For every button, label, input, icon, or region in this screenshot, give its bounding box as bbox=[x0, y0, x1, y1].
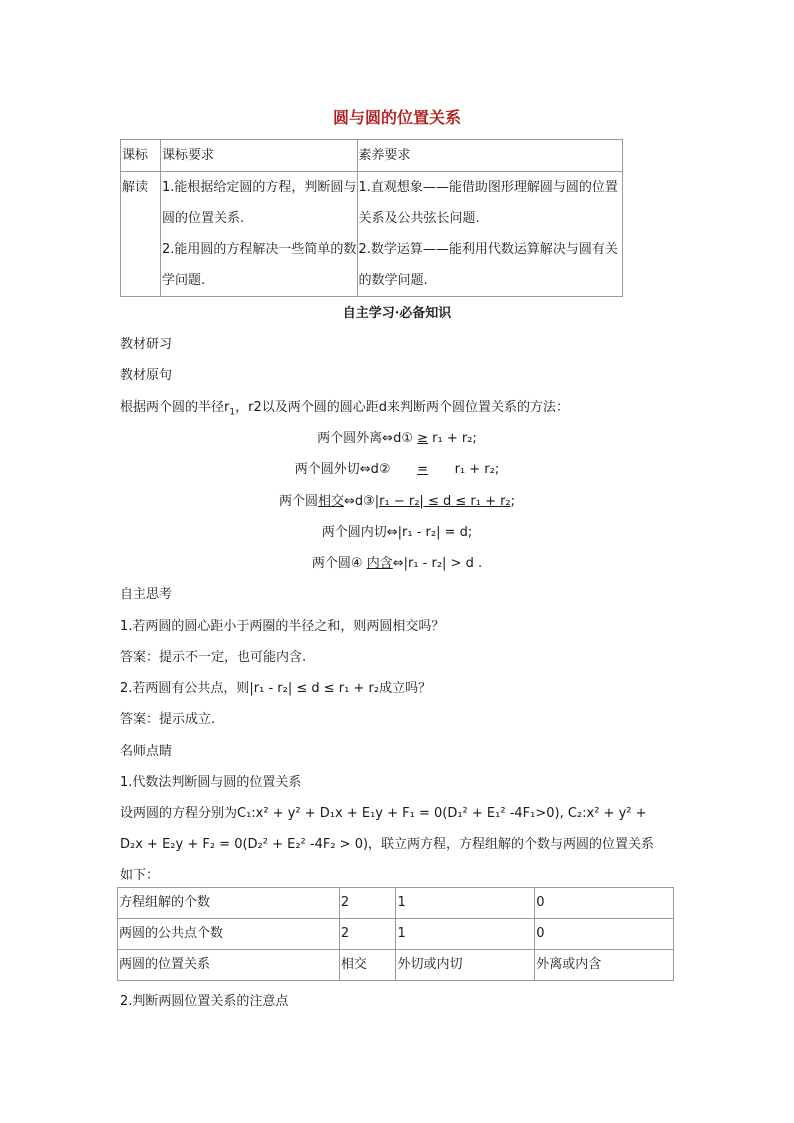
answer-1: 答案：提示不一定，也可能内含. bbox=[120, 650, 307, 665]
relation-intersect: 两个圆相交⇔d③|r₁ − r₂| ≤ d ≤ r₁ + r₂; bbox=[278, 494, 516, 509]
literacy-cell bbox=[357, 172, 622, 297]
relation-separate: 两个圆外离⇔d① ≥ r₁ + r₂; bbox=[317, 431, 477, 446]
table-row bbox=[121, 140, 623, 172]
heading-think: 自主思考 bbox=[120, 587, 173, 602]
relation-external-tangent: 两个圆外切⇔d② = r₁ + r₂; bbox=[294, 462, 500, 477]
table-cell: 外切或内切 bbox=[396, 950, 535, 981]
section-title: 自主学习·必备知识 bbox=[342, 306, 452, 321]
table-header-cell: 素养要求 bbox=[357, 140, 622, 172]
table-header-cell: 课标要求 bbox=[160, 140, 357, 172]
table-row bbox=[118, 919, 674, 950]
table-row bbox=[118, 950, 674, 981]
table-cell: 相交 bbox=[339, 950, 396, 981]
table-cell: 两圆的公共点个数 bbox=[118, 919, 340, 950]
heading-study: 教材研习 bbox=[120, 337, 173, 352]
heading-tips: 名师点睛 bbox=[120, 744, 173, 759]
answer-2: 答案：提示成立. bbox=[120, 712, 216, 727]
requirements-cell bbox=[160, 172, 357, 297]
relation-contain: 两个圆④ 内含⇔|r₁ - r₂| > d . bbox=[311, 556, 483, 571]
question-2: 2.若两圆有公共点，则|r₁ - r₂| ≤ d ≤ r₁ + r₂成立吗？ bbox=[120, 681, 432, 696]
table-cell: 方程组解的个数 bbox=[118, 888, 340, 919]
standards-table bbox=[120, 139, 623, 297]
tip-1: 1.代数法判断圆与圆的位置关系 bbox=[120, 775, 302, 790]
solution-table bbox=[117, 887, 674, 981]
relation-internal-tangent: 两个圆内切⇔|r₁ - r₂| = d; bbox=[321, 525, 473, 540]
table-cell: 0 bbox=[535, 888, 674, 919]
question-1: 1.若两圆的圆心距小于两圈的半径之和，则两圆相交吗？ bbox=[120, 619, 445, 634]
equation-line: 如下： bbox=[120, 868, 160, 883]
table-row-label: 解读 bbox=[121, 172, 161, 297]
equation-line: D₂x + E₂y + F₂ = 0(D₂² + E₂² -4F₂ > 0)，联立两方程，方程组解的个数与两圆的位置关系 bbox=[120, 837, 655, 852]
intro-paragraph: 根据两个圆的半径$r_1$，r2以及两个圆的圆心距d来判断两个圆位置关系的方法： bbox=[120, 400, 569, 418]
table-cell: 1 bbox=[396, 919, 535, 950]
fill-blank: 内含 bbox=[366, 556, 393, 571]
table-cell: 外离或内含 bbox=[535, 950, 674, 981]
literacy-item: 1.直观想象——能借助图形理解圆与圆的位置关系及公共弦长问题. bbox=[358, 180, 618, 226]
table-cell: 1 bbox=[396, 888, 535, 919]
requirement-item: 1.能根据给定圆的方程，判断圆与圆的位置关系. bbox=[161, 180, 357, 226]
fill-blank: = bbox=[417, 462, 429, 477]
table-cell: 2 bbox=[339, 888, 396, 919]
table-row bbox=[121, 172, 623, 297]
table-cell: 2 bbox=[339, 919, 396, 950]
table-cell: 两圆的位置关系 bbox=[118, 950, 340, 981]
fill-blank: ≥ bbox=[417, 431, 429, 446]
table-header-cell: 课标 bbox=[121, 140, 161, 172]
tip-2: 2.判断两圆位置关系的注意点 bbox=[120, 994, 289, 1009]
heading-source: 教材原句 bbox=[120, 368, 173, 383]
table-cell: 0 bbox=[535, 919, 674, 950]
page-title: 圆与圆的位置关系 bbox=[332, 108, 461, 127]
fill-blank: |r₁ − r₂| ≤ d ≤ r₁ + r₂ bbox=[374, 494, 511, 509]
requirement-item: 2.能用圆的方程解决一些简单的数学问题. bbox=[161, 242, 357, 288]
table-row bbox=[118, 888, 674, 919]
equation-line: 设两圆的方程分别为C₁:x² + y² + D₁x + E₁y + F₁ = 0(D₁² + E₁² -4F₁>0), C₂:x² + y² + bbox=[120, 806, 647, 821]
literacy-item: 2.数学运算——能利用代数运算解决与圆有关的数学问题. bbox=[358, 242, 618, 288]
